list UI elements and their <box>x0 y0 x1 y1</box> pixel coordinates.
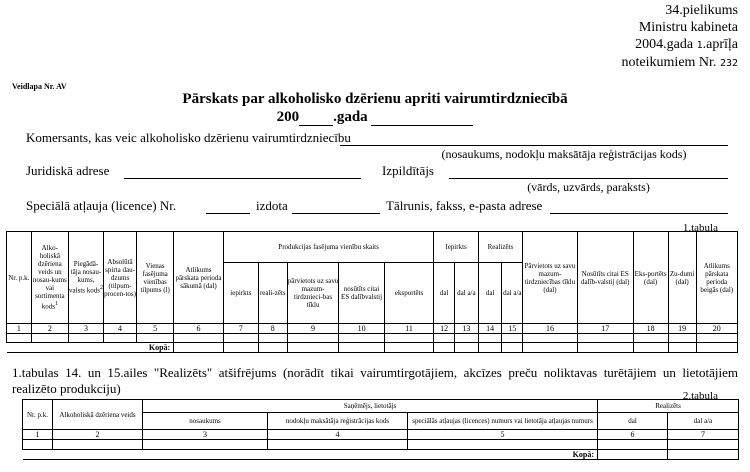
annex-regulation: noteikumiem Nr. 232 <box>621 55 738 70</box>
handwritten-regulation-number: 232 <box>719 58 738 69</box>
page-title <box>0 90 750 126</box>
column-number: 4 <box>268 430 408 440</box>
column-number: 6 <box>174 324 224 334</box>
column-number: 17 <box>577 324 633 334</box>
sales-breakdown-table <box>22 399 739 460</box>
column-number: 4 <box>104 324 137 334</box>
col-header-sold: Realizēts <box>598 400 739 413</box>
column-number: 3 <box>143 430 268 440</box>
handwritten-day: 1 <box>696 40 703 51</box>
column-number: 19 <box>668 324 696 334</box>
column-number-row <box>7 324 738 334</box>
total-label: Kopā: <box>23 450 598 460</box>
column-number: 9 <box>287 324 339 334</box>
license-number-field[interactable] <box>206 198 250 214</box>
column-number: 7 <box>668 430 739 440</box>
col-header-end-balance: Atlikums pārskata perioda beigās (dal) <box>696 232 737 324</box>
col-header-recipient: Saņēmējs, lietotājs <box>143 400 598 413</box>
table1-caption: 1.tabula <box>682 222 718 234</box>
column-number: 13 <box>455 324 479 334</box>
issued-label: izdota <box>256 198 288 213</box>
report-year: 200 .gada <box>0 108 750 126</box>
license-label: Speciālā atļauja (licence) Nr. <box>26 198 177 213</box>
year-extra-blank[interactable] <box>371 112 473 126</box>
sub-header-moved: pārvietots uz savu mazum-tirdznieci-bas tīklu <box>287 263 339 324</box>
total-label: Kopā: <box>7 343 174 353</box>
column-number: 15 <box>502 324 523 334</box>
address-label: Juridiskā adrese <box>26 163 110 178</box>
col-header-purchased: Iepirkts <box>434 232 478 263</box>
column-number-row <box>23 430 739 440</box>
col-header-drink-type: Alko-holiskā dzēriena veids un nosau-kums vai sortimenta kods$^1$ <box>31 232 68 324</box>
col-header-units-count: Produkcijas fasējuma vienību skaits <box>223 232 434 263</box>
form-id: Veidlapa Nr. AV <box>12 82 67 91</box>
column-number: 2 <box>31 324 68 334</box>
annex-reference <box>622 2 738 72</box>
col-header-sold: Realizēts <box>478 232 522 263</box>
column-number: 20 <box>696 324 737 334</box>
sub-header-sold-dal-aa: dal a/a <box>502 263 523 324</box>
col-header-exported: Eks-portēts (dal) <box>633 232 668 324</box>
table-row <box>7 334 738 343</box>
table-row <box>23 440 739 450</box>
column-number: 2 <box>53 430 143 440</box>
column-number: 5 <box>408 430 598 440</box>
col-header-losses: Zu-dumi (dal) <box>668 232 696 324</box>
column-number: 3 <box>68 324 103 334</box>
col-header-moved-retail: Pārvietots uz savu mazum-tirdzniecības tīklu (dal) <box>523 232 578 324</box>
column-number: 16 <box>523 324 578 334</box>
sub-header-exported: eksportēts <box>384 263 434 324</box>
merchant-label: Komersants, kas veic alkoholisko dzērienu vairumtirdzniecību <box>26 130 351 145</box>
table2-caption: 2.tabula <box>682 390 718 402</box>
sub-header-purchased-dal-aa: dal a/a <box>455 263 479 324</box>
contacts-field[interactable] <box>550 198 728 214</box>
column-number: 14 <box>478 324 502 334</box>
executor-field[interactable] <box>449 163 728 179</box>
sub-header-dal-aa: dal a/a <box>668 413 739 430</box>
sub-header-sent-eu: nosūtīts citai ES dalībvalstij <box>339 263 384 324</box>
executor-label: Izpildītājs <box>382 163 434 178</box>
col-header-drink-type: Alkoholiskā dzēriena veids <box>53 400 143 430</box>
col-header-start-balance: Atlikums pārskata perioda sākumā (dal) <box>174 232 224 324</box>
column-number: 7 <box>223 324 258 334</box>
column-number: 6 <box>598 430 668 440</box>
merchant-hint: (nosaukums, nodokļu maksātāja reģistrācijas kods) <box>441 147 687 161</box>
issued-date-field[interactable] <box>292 198 380 214</box>
column-number: 11 <box>384 324 434 334</box>
contacts-label: Tālrunis, fakss, e-pasta adrese <box>386 198 543 213</box>
sub-header-name: nosaukums <box>143 413 268 430</box>
col-header-supplier: Piegādā-tāja nosau-kums, valsts kods$^2$ <box>68 232 103 324</box>
sub-header-purchased-dal: dal <box>434 263 455 324</box>
table2-description: 1.tabulas 14. un 15.ailes "Realizēts" atšifrējums (norādīt tikai vairumtirgotājiem, akcīzes preču noliktavas turētājiem un lietotājiem realizēto produkciju) <box>12 365 738 396</box>
alcohol-turnover-table <box>6 231 738 353</box>
column-number: 1 <box>23 430 53 440</box>
column-number: 12 <box>434 324 455 334</box>
address-field[interactable] <box>124 163 361 179</box>
col-header-unit-volume: Vienas fasējuma vienības tilpums (l) <box>137 232 174 324</box>
merchant-field[interactable] <box>340 130 728 146</box>
executor-hint: (vārds, uzvārds, paraksts) <box>527 180 650 194</box>
total-row <box>7 343 738 353</box>
sub-header-purchased: iepirkts <box>223 263 258 324</box>
annex-authority: Ministru kabineta <box>638 20 738 35</box>
column-number: 5 <box>137 324 174 334</box>
sub-header-license: speciālās atļaujas (licences) numurs vai lietotāja atļaujas numurs <box>408 413 598 430</box>
column-number: 8 <box>258 324 287 334</box>
col-header-nr: Nr. p.k. <box>23 400 53 430</box>
column-number: 10 <box>339 324 384 334</box>
sub-header-taxcode: nodokļu maksātāja reģistrācijas kods <box>268 413 408 430</box>
sub-header-dal: dal <box>598 413 668 430</box>
col-header-sent-eu: Nosūtīts citai ES dalīb-valstij (dal) <box>577 232 633 324</box>
year-blank[interactable] <box>299 112 333 126</box>
sub-header-sold: reali-zēts <box>258 263 287 324</box>
annex-number: 34.pielikums <box>665 3 738 18</box>
column-number: 1 <box>7 324 32 334</box>
col-header-alcohol: Absolūtā spirta dau-dzums (tilpum-procen-tos) <box>104 232 137 324</box>
col-header-nr: Nr. p.k. <box>7 232 32 324</box>
total-row <box>23 450 739 460</box>
sub-header-sold-dal: dal <box>478 263 502 324</box>
column-number: 18 <box>633 324 668 334</box>
report-title: Pārskats par alkoholisko dzērienu apriti vairumtirdzniecībā <box>182 91 568 107</box>
annex-date: 2004.gada 1.aprīļa <box>635 37 738 52</box>
